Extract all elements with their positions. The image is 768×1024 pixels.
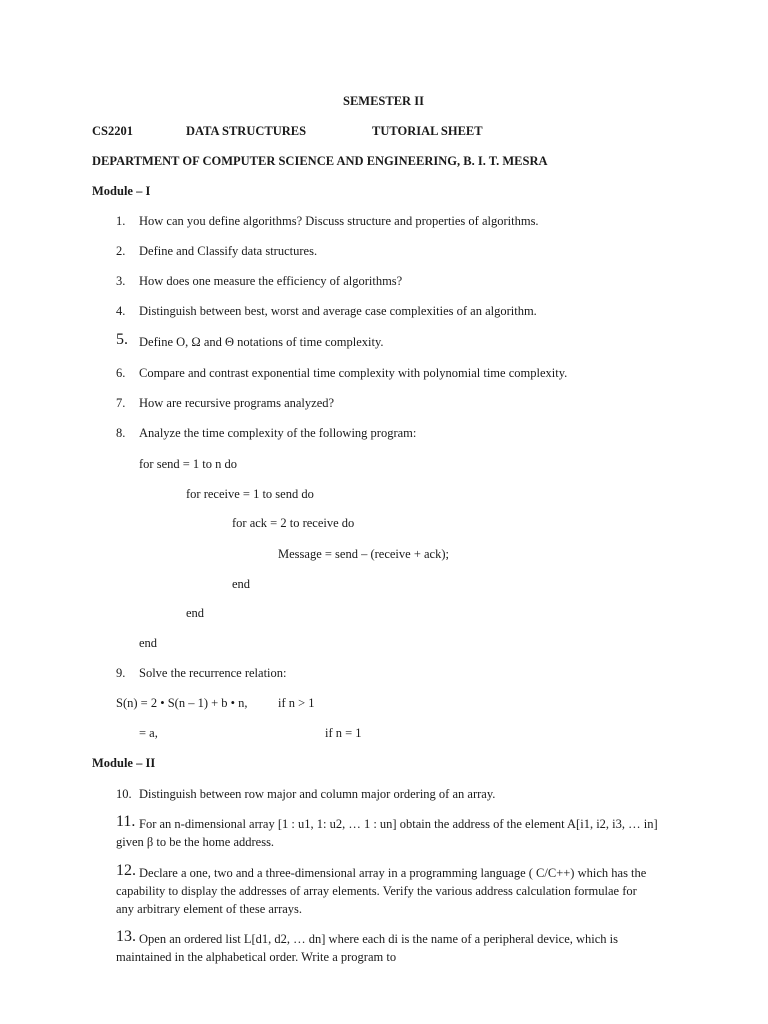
q2-number: 2. xyxy=(116,244,126,258)
q4-number: 4. xyxy=(116,304,126,318)
q9-text: Solve the recurrence relation: xyxy=(139,666,287,680)
q11-number: 11. xyxy=(116,813,136,830)
q3-number: 3. xyxy=(116,274,126,288)
q1-number: 1. xyxy=(116,214,126,228)
recurrence-line-2: = a, xyxy=(139,726,158,740)
recurrence-cond-1: if n > 1 xyxy=(278,696,315,710)
q8-text: Analyze the time complexity of the following program: xyxy=(139,426,417,440)
code-line-6: end xyxy=(186,606,205,620)
q1-text: How can you define algorithms? Discuss structure and properties of algorithms. xyxy=(139,214,539,228)
q6-text: Compare and contrast exponential time complexity with polynomial time complexity. xyxy=(139,366,568,380)
recurrence-line-1: S(n) = 2 • S(n – 1) + b • n, xyxy=(116,696,248,710)
q12-line-1: Declare a one, two and a three-dimensional array in a programming language ( C/C++) which has the xyxy=(139,866,647,880)
module-1-title: Module – I xyxy=(92,184,151,198)
module-2-title: Module – II xyxy=(92,756,156,770)
semester-heading: SEMESTER II xyxy=(343,94,424,108)
course-name: DATA STRUCTURES xyxy=(186,124,307,138)
q4-text: Distinguish between best, worst and average case complexities of an algorithm. xyxy=(139,304,537,318)
code-line-2: for receive = 1 to send do xyxy=(186,487,314,501)
q11-line-2: given β to be the home address. xyxy=(116,835,275,849)
q2-text: Define and Classify data structures. xyxy=(139,244,318,258)
q10-number: 10. xyxy=(116,787,132,801)
q5-text: Define O, Ω and Θ notations of time complexity. xyxy=(139,335,384,349)
q13-line-1: Open an ordered list L[d1, d2, … dn] where each di is the name of a peripheral device, which is xyxy=(139,932,618,946)
code-line-3: for ack = 2 to receive do xyxy=(232,516,355,530)
q10-text: Distinguish between row major and column major ordering of an array. xyxy=(139,787,496,801)
sheet-title: TUTORIAL SHEET xyxy=(372,124,483,138)
code-line-1: for send = 1 to n do xyxy=(139,457,238,471)
q3-text: How does one measure the efficiency of algorithms? xyxy=(139,274,403,288)
q9-number: 9. xyxy=(116,666,126,680)
q12-line-3: any arbitrary element of these arrays. xyxy=(116,902,303,916)
q12-line-2: capability to display the addresses of array elements. Verify the various address calculation formulae for xyxy=(116,884,637,898)
recurrence-cond-2: if n = 1 xyxy=(325,726,362,740)
q7-text: How are recursive programs analyzed? xyxy=(139,396,335,410)
q11-line-1: For an n-dimensional array [1 : u1, 1: u2, … 1 : un] obtain the address of the element A[i1, i2, i3, … in] xyxy=(139,817,658,831)
code-line-4: Message = send – (receive + ack); xyxy=(278,547,449,561)
q13-line-2: maintained in the alphabetical order. Write a program to xyxy=(116,950,397,964)
q13-number: 13. xyxy=(116,928,136,945)
department-line: DEPARTMENT OF COMPUTER SCIENCE AND ENGINEERING, B. I. T. MESRA xyxy=(92,154,548,168)
q7-number: 7. xyxy=(116,396,126,410)
q5-number: 5. xyxy=(116,331,128,348)
q6-number: 6. xyxy=(116,366,126,380)
course-code: CS2201 xyxy=(92,124,133,138)
q8-number: 8. xyxy=(116,426,126,440)
q12-number: 12. xyxy=(116,862,136,879)
code-line-7: end xyxy=(139,636,158,650)
code-line-5: end xyxy=(232,577,251,591)
